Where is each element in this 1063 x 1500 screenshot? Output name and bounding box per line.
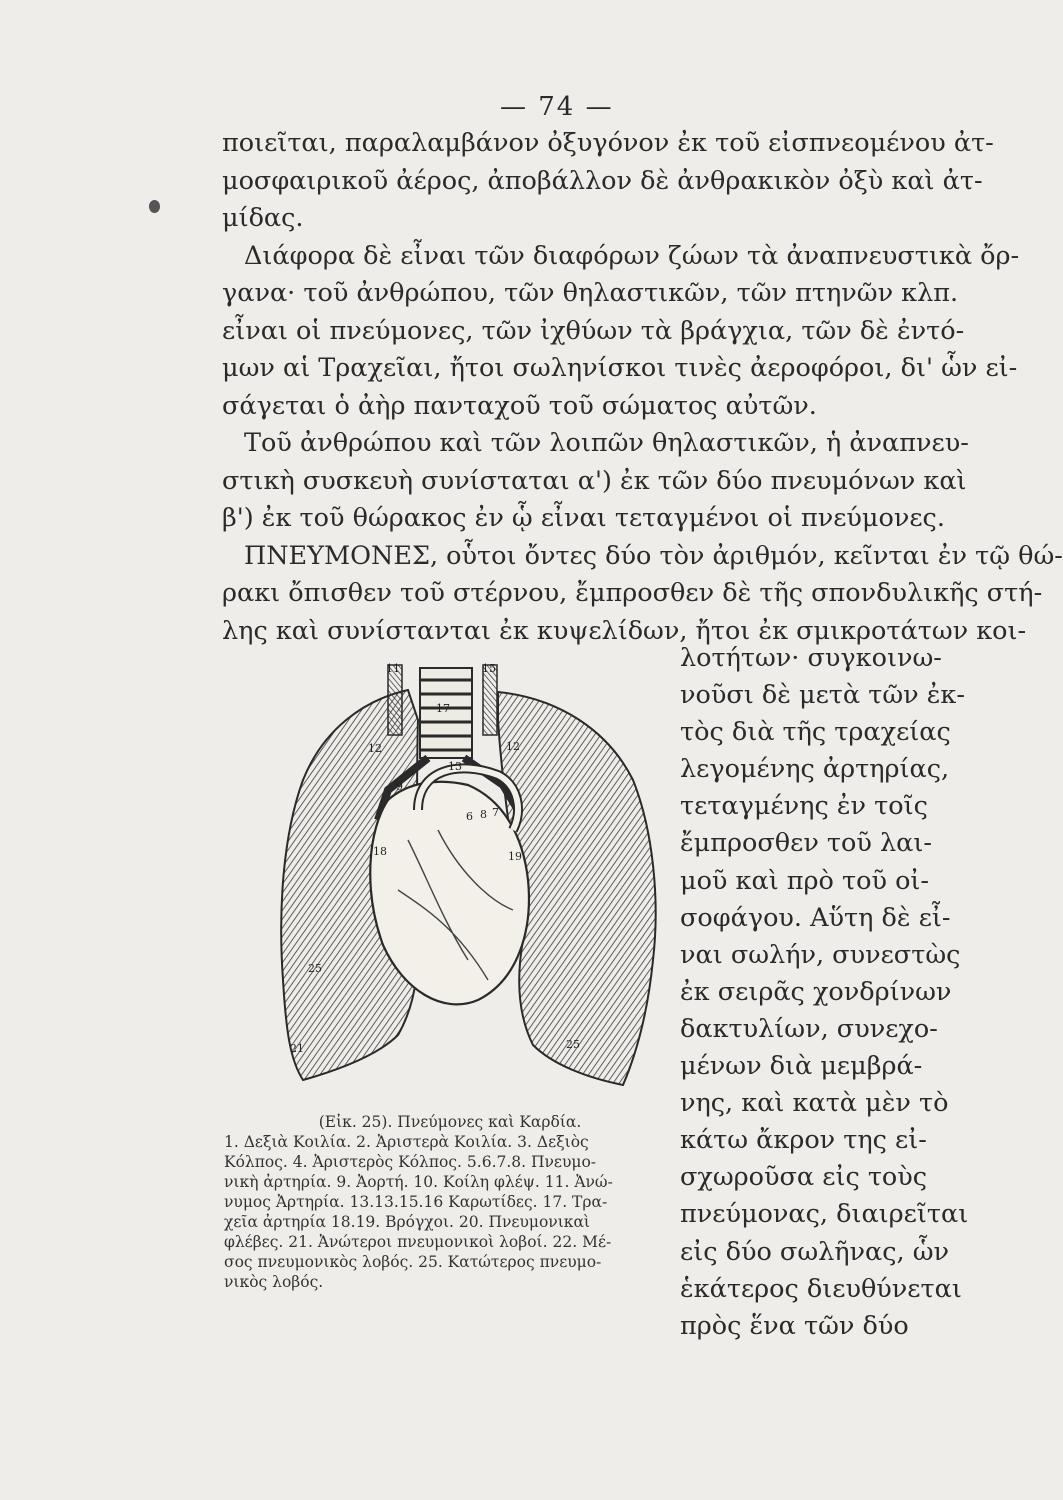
figure-label: 7: [492, 806, 499, 819]
text-line: πνεύμονας, διαιρεῖται: [680, 1199, 969, 1230]
text-line: τεταγμένης ἐν τοῖς: [680, 791, 928, 822]
figure-label: 12: [506, 740, 520, 753]
side-text-column: [680, 640, 969, 1345]
text-line: σοφάγου. Αὕτη δὲ εἶ-: [680, 902, 951, 933]
text-line: Τοῦ ἀνθρώπου καὶ τῶν λοιπῶν θηλαστικῶν, ἡ ἀναπνευ-: [244, 428, 969, 458]
text-line: νοῦσι δὲ μετὰ τῶν ἐκ-: [680, 680, 965, 711]
text-line: μίδας.: [222, 203, 304, 233]
text-line: σχωροῦσα εἰς τοὺς: [680, 1162, 928, 1193]
text-line: β') ἐκ τοῦ θώρακος ἐν ᾧ εἶναι τεταγμένοι οἱ πνεύμονες.: [222, 503, 945, 533]
figure-label: 17: [436, 702, 450, 715]
text-line: σάγεται ὁ ἀὴρ πανταχοῦ τοῦ σώματος αὐτῶν.: [222, 390, 817, 421]
caption-line: φλέβες. 21. Ἀνώτεροι πνευμονικοὶ λοβοί. 22. Μέ-: [224, 1233, 612, 1251]
caption-line: Κόλπος. 4. Ἀριστερὸς Κόλπος. 5.6.7.8. Πνευμο-: [224, 1153, 597, 1171]
figure-label: 9: [396, 780, 403, 793]
figure-label: 11: [386, 662, 400, 675]
caption-line: νικὸς λοβός.: [224, 1273, 324, 1291]
caption-line: νυμος Ἀρτηρία. 13.13.15.16 Καρωτίδες. 17. Τρα-: [224, 1193, 608, 1211]
text-line: ποιεῖται, παραλαμβάνον ὀξυγόνον ἐκ τοῦ εἰσπνεομένου ἀτ-: [222, 128, 994, 158]
figure-label: 8: [480, 808, 487, 821]
lungs-heart-drawing: [268, 660, 668, 1108]
page-number: — 74 —: [500, 92, 614, 122]
text-line: στικὴ συσκευὴ συνίσταται α') ἐκ τῶν δύο πνευμόνων καὶ: [222, 465, 967, 496]
caption-line: νικὴ ἀρτηρία. 9. Ἀορτή. 10. Κοίλη φλέψ. 11. Ἀνώ-: [224, 1173, 613, 1191]
text-line: λοτήτων· συγκοινω-: [680, 643, 942, 673]
margin-ink-dot: [149, 200, 160, 213]
figure-label: 18: [373, 845, 387, 858]
main-text: [222, 125, 1063, 650]
text-line: κάτω ἄκρον της εἰ-: [680, 1125, 927, 1156]
text-line: δακτυλίων, συνεχο-: [680, 1013, 938, 1044]
text-line: μοσφαιρικοῦ ἀέρος, ἀποβάλλον δὲ ἀνθρακικὸν ὀξὺ καὶ ἀτ-: [222, 165, 983, 196]
text-line: εἶναι οἱ πνεύμονες, τῶν ἰχθύων τὰ βράγχια, τῶν δὲ ἐντό-: [222, 315, 965, 346]
text-line: μοῦ καὶ πρὸ τοῦ οἰ-: [680, 865, 930, 896]
caption-line: χεῖα ἀρτηρία 18.19. Βρόγχοι. 20. Πνευμονικαὶ: [224, 1213, 591, 1231]
figure-label: 6: [466, 810, 473, 823]
text-line: λεγομένης ἀρτηρίας,: [680, 754, 950, 785]
text-line: πρὸς ἕνα τῶν δύο: [680, 1310, 909, 1341]
figure-caption: [224, 1112, 676, 1292]
text-line: μένων διὰ μεμβρά-: [680, 1051, 923, 1082]
figure-label: 25: [566, 1038, 580, 1051]
figure-label: 19: [508, 850, 522, 863]
figure-label: 15: [482, 662, 496, 675]
figure-label: 25: [308, 962, 322, 975]
figure-label: 12: [368, 742, 382, 755]
text-line: λης καὶ συνίστανται ἐκ κυψελίδων, ἤτοι ἐκ σμικροτάτων κοι-: [222, 615, 1027, 646]
lungs-heart-illustration: [268, 660, 668, 1108]
caption-title: (Εἰκ. 25). Πνεύμονες καὶ Καρδία.: [318, 1113, 582, 1131]
text-line: ρακι ὄπισθεν τοῦ στέρνου, ἔμπροσθεν δὲ τῆς σπονδυλικῆς στή-: [222, 578, 1043, 608]
text-line: ἐκ σειρᾶς χονδρίνων: [680, 976, 952, 1007]
figure-label: 13: [448, 760, 462, 773]
text-line: ἔμπροσθεν τοῦ λαι-: [680, 828, 932, 859]
text-line: τὸς διὰ τῆς τραχείας: [680, 717, 951, 748]
text-line: μων αἱ Τραχεῖαι, ἤτοι σωληνίσκοι τινὲς ἀεροφόροι, δι' ὧν εἰ-: [222, 353, 1018, 383]
text-line: εἰς δύο σωλῆνας, ὧν: [680, 1236, 950, 1267]
text-line: ΠΝΕΥΜΟΝΕΣ, οὗτοι ὄντες δύο τὸν ἀριθμόν, κεῖνται ἐν τῷ θώ-: [244, 540, 1063, 571]
caption-line: σος πνευμονικὸς λοβός. 25. Κατώτερος πνευμο-: [224, 1253, 602, 1271]
text-line: γανα· τοῦ ἀνθρώπου, τῶν θηλαστικῶν, τῶν πτηνῶν κλπ.: [222, 278, 959, 308]
text-line: νης, καὶ κατὰ μὲν τὸ: [680, 1088, 949, 1119]
caption-line: 1. Δεξιὰ Κοιλία. 2. Ἀριστερὰ Κοιλία. 3. Δεξιὸς: [224, 1133, 589, 1151]
text-line: Διάφορα δὲ εἶναι τῶν διαφόρων ζώων τὰ ἀναπνευστικὰ ὄρ-: [244, 240, 1020, 271]
text-line: ἑκάτερος διευθύνεται: [680, 1273, 962, 1304]
text-line: ναι σωλήν, συνεστὼς: [680, 939, 961, 970]
figure-label: 21: [290, 1042, 304, 1055]
